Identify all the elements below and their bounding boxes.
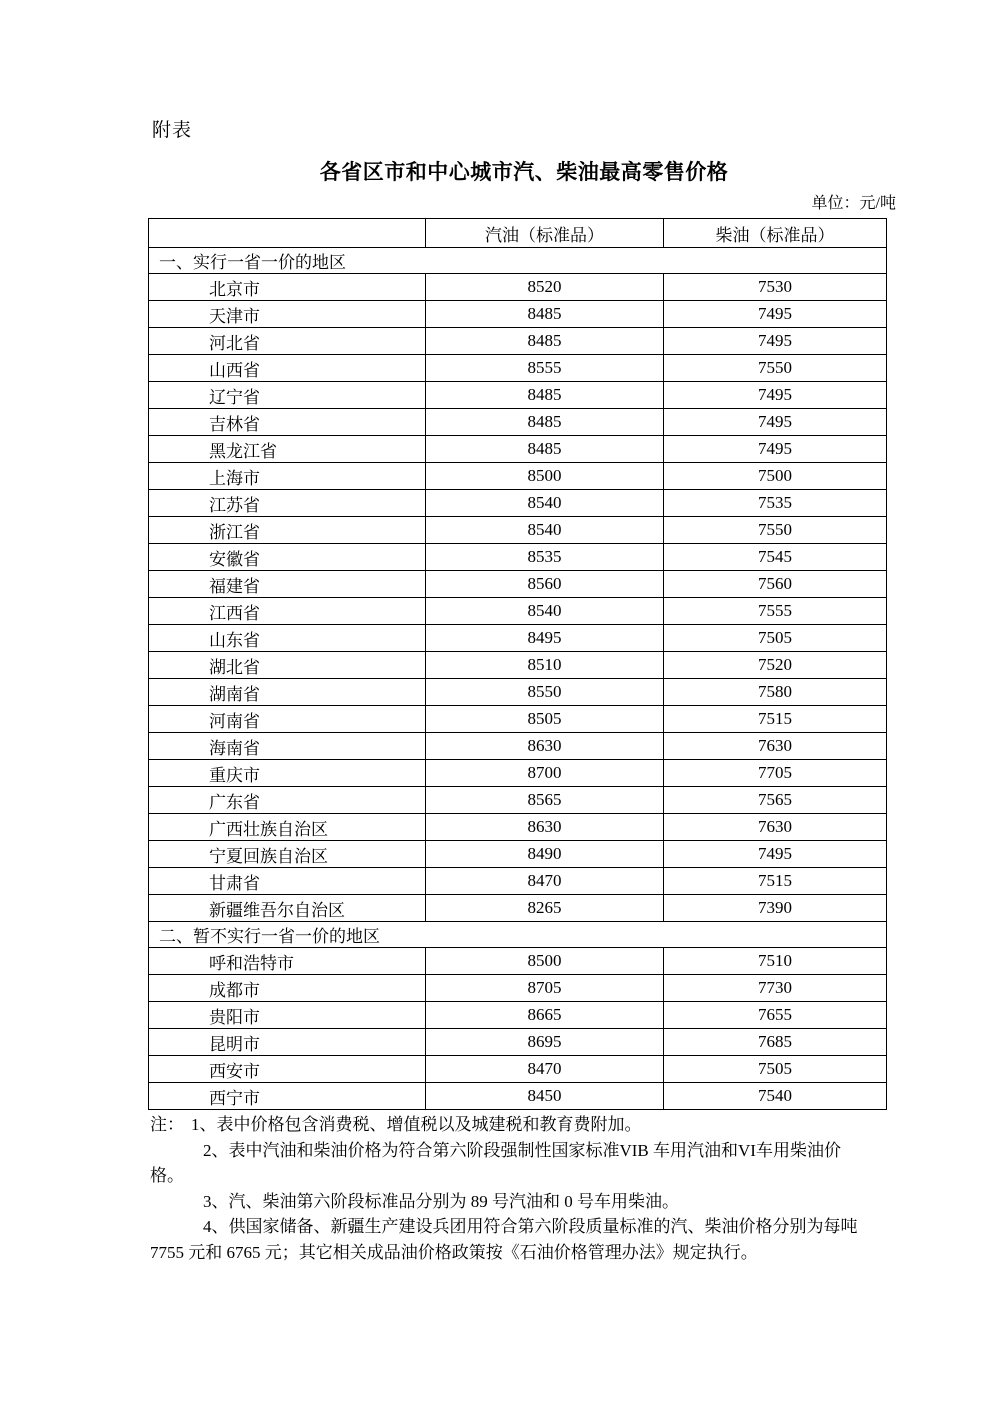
table-row: [149, 517, 887, 544]
gasoline-price-cell: 8485: [426, 328, 664, 355]
diesel-price-cell: 7555: [664, 598, 887, 625]
gasoline-price-cell: 8565: [426, 787, 664, 814]
region-cell: 北京市: [149, 274, 426, 301]
table-row: [149, 787, 887, 814]
diesel-price-cell: 7630: [664, 733, 887, 760]
region-cell: 江苏省: [149, 490, 426, 517]
gasoline-price-cell: 8485: [426, 301, 664, 328]
table-row: [149, 652, 887, 679]
region-cell: 成都市: [149, 975, 426, 1002]
table-header-row: [149, 219, 887, 248]
region-cell: 辽宁省: [149, 382, 426, 409]
region-cell: 江西省: [149, 598, 426, 625]
gasoline-price-cell: 8630: [426, 814, 664, 841]
table-row: [149, 328, 887, 355]
diesel-price-cell: 7540: [664, 1083, 887, 1110]
table-row: [149, 382, 887, 409]
gasoline-price-cell: 8510: [426, 652, 664, 679]
region-cell: 新疆维吾尔自治区: [149, 895, 426, 922]
note-line: 4、供国家储备、新疆生产建设兵团用符合第六阶段质量标准的汽、柴油价格分别为每吨: [203, 1217, 858, 1236]
note-line: 格。: [150, 1166, 184, 1185]
region-cell: 广西壮族自治区: [149, 814, 426, 841]
gasoline-price-cell: 8555: [426, 355, 664, 382]
diesel-price-cell: 7390: [664, 895, 887, 922]
diesel-price-cell: 7500: [664, 463, 887, 490]
page-title: 各省区市和中心城市汽、柴油最高零售价格: [319, 161, 729, 184]
gasoline-price-cell: 8700: [426, 760, 664, 787]
region-cell: 广东省: [149, 787, 426, 814]
gasoline-price-cell: 8695: [426, 1029, 664, 1056]
diesel-price-cell: 7515: [664, 706, 887, 733]
gasoline-price-cell: 8540: [426, 490, 664, 517]
table-row: [149, 841, 887, 868]
table-row: [149, 975, 887, 1002]
gasoline-price-cell: 8470: [426, 1056, 664, 1083]
gasoline-price-cell: 8520: [426, 274, 664, 301]
region-cell: 西安市: [149, 1056, 426, 1083]
table-row: [149, 760, 887, 787]
diesel-price-cell: 7520: [664, 652, 887, 679]
region-cell: 呼和浩特市: [149, 948, 426, 975]
region-cell: 昆明市: [149, 1029, 426, 1056]
region-cell: 重庆市: [149, 760, 426, 787]
gasoline-price-cell: 8505: [426, 706, 664, 733]
region-cell: 吉林省: [149, 409, 426, 436]
notes: [150, 1112, 940, 1265]
column-header-diesel: 柴油（标准品）: [664, 219, 887, 248]
gasoline-price-cell: 8490: [426, 841, 664, 868]
section-header-row: [149, 922, 887, 948]
table-row: [149, 814, 887, 841]
diesel-price-cell: 7655: [664, 1002, 887, 1029]
table-row: [149, 1083, 887, 1110]
gasoline-price-cell: 8485: [426, 409, 664, 436]
diesel-price-cell: 7545: [664, 544, 887, 571]
diesel-price-cell: 7560: [664, 571, 887, 598]
table-row: [149, 948, 887, 975]
gasoline-price-cell: 8665: [426, 1002, 664, 1029]
table-row: [149, 598, 887, 625]
table-row: [149, 733, 887, 760]
table-row: [149, 301, 887, 328]
table-row: [149, 463, 887, 490]
table-row: [149, 679, 887, 706]
gasoline-price-cell: 8540: [426, 517, 664, 544]
diesel-price-cell: 7530: [664, 274, 887, 301]
gasoline-price-cell: 8630: [426, 733, 664, 760]
price-table-body: [149, 248, 887, 1110]
unit-label: 单位：元/吨: [811, 195, 896, 212]
note-line: [150, 1112, 940, 1138]
region-cell: 湖北省: [149, 652, 426, 679]
diesel-price-cell: 7515: [664, 868, 887, 895]
table-row: [149, 868, 887, 895]
diesel-price-cell: 7550: [664, 355, 887, 382]
region-cell: 湖南省: [149, 679, 426, 706]
section-header-label: 一、实行一省一价的地区: [149, 248, 887, 274]
region-cell: 西宁市: [149, 1083, 426, 1110]
table-row: [149, 625, 887, 652]
table-row: [149, 1056, 887, 1083]
diesel-price-cell: 7730: [664, 975, 887, 1002]
note-text: 1、表中价格包含消费税、增值税以及城建税和教育费附加。: [191, 1115, 642, 1134]
gasoline-price-cell: 8485: [426, 382, 664, 409]
section-header-label: 二、暂不实行一省一价的地区: [149, 922, 887, 948]
gasoline-price-cell: 8540: [426, 598, 664, 625]
note-line: 7755 元和 6765 元；其它相关成品油价格政策按《石油价格管理办法》规定执行。: [150, 1242, 758, 1262]
diesel-price-cell: 7630: [664, 814, 887, 841]
region-cell: 宁夏回族自治区: [149, 841, 426, 868]
diesel-price-cell: 7510: [664, 948, 887, 975]
diesel-price-cell: 7685: [664, 1029, 887, 1056]
region-cell: 甘肃省: [149, 868, 426, 895]
diesel-price-cell: 7495: [664, 382, 887, 409]
table-row: [149, 544, 887, 571]
column-header-region: [149, 219, 426, 248]
table-row: [149, 490, 887, 517]
table-row: [149, 1002, 887, 1029]
diesel-price-cell: 7495: [664, 409, 887, 436]
gasoline-price-cell: 8485: [426, 436, 664, 463]
diesel-price-cell: 7705: [664, 760, 887, 787]
region-cell: 安徽省: [149, 544, 426, 571]
region-cell: 山东省: [149, 625, 426, 652]
table-row: [149, 895, 887, 922]
region-cell: 河北省: [149, 328, 426, 355]
diesel-price-cell: 7505: [664, 1056, 887, 1083]
region-cell: 黑龙江省: [149, 436, 426, 463]
gasoline-price-cell: 8470: [426, 868, 664, 895]
table-row: [149, 706, 887, 733]
gasoline-price-cell: 8535: [426, 544, 664, 571]
gasoline-price-cell: 8705: [426, 975, 664, 1002]
region-cell: 贵阳市: [149, 1002, 426, 1029]
notes-label: 注：: [150, 1115, 184, 1134]
gasoline-price-cell: 8560: [426, 571, 664, 598]
table-row: [149, 571, 887, 598]
diesel-price-cell: 7550: [664, 517, 887, 544]
section-header-row: [149, 248, 887, 274]
diesel-price-cell: 7495: [664, 301, 887, 328]
diesel-price-cell: 7495: [664, 841, 887, 868]
region-cell: 上海市: [149, 463, 426, 490]
region-cell: 海南省: [149, 733, 426, 760]
region-cell: 天津市: [149, 301, 426, 328]
table-row: [149, 274, 887, 301]
diesel-price-cell: 7580: [664, 679, 887, 706]
region-cell: 福建省: [149, 571, 426, 598]
gasoline-price-cell: 8500: [426, 463, 664, 490]
diesel-price-cell: 7535: [664, 490, 887, 517]
note-line: 3、汽、柴油第六阶段标准品分别为 89 号汽油和 0 号车用柴油。: [203, 1191, 679, 1211]
diesel-price-cell: 7495: [664, 436, 887, 463]
table-row: [149, 1029, 887, 1056]
gasoline-price-cell: 8550: [426, 679, 664, 706]
price-table: [148, 218, 887, 1110]
gasoline-price-cell: 8495: [426, 625, 664, 652]
gasoline-price-cell: 8500: [426, 948, 664, 975]
table-row: [149, 409, 887, 436]
gasoline-price-cell: 8450: [426, 1083, 664, 1110]
table-row: [149, 436, 887, 463]
diesel-price-cell: 7565: [664, 787, 887, 814]
note-line: 2、表中汽油和柴油价格为符合第六阶段强制性国家标准VIB 车用汽油和VI车用柴油价: [203, 1140, 841, 1160]
appendix-label: 附表: [152, 120, 193, 141]
region-cell: 山西省: [149, 355, 426, 382]
diesel-price-cell: 7495: [664, 328, 887, 355]
column-header-gasoline: 汽油（标准品）: [426, 219, 664, 248]
diesel-price-cell: 7505: [664, 625, 887, 652]
table-row: [149, 355, 887, 382]
gasoline-price-cell: 8265: [426, 895, 664, 922]
region-cell: 河南省: [149, 706, 426, 733]
region-cell: 浙江省: [149, 517, 426, 544]
